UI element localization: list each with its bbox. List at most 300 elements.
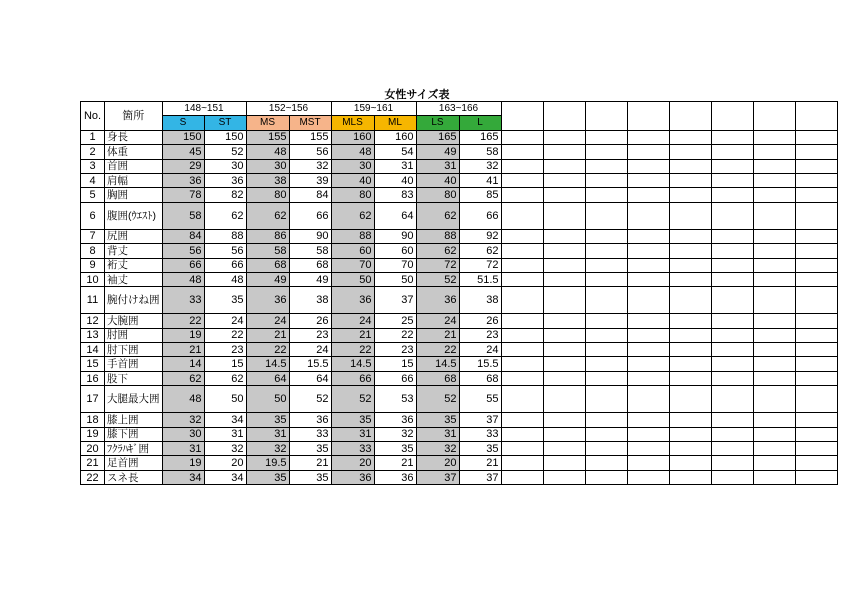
empty-cell: [543, 371, 585, 385]
measurement-name: 手首囲: [105, 357, 163, 371]
empty-cell: [585, 145, 627, 159]
empty-cell: [711, 102, 753, 131]
measurement-value: 32: [204, 442, 246, 456]
empty-cell: [669, 202, 711, 229]
row-number: 7: [81, 229, 105, 243]
measurement-value: 21: [289, 456, 331, 470]
empty-cell: [543, 173, 585, 187]
measurement-value: 80: [246, 188, 289, 202]
measurement-value: 36: [331, 470, 374, 484]
measurement-value: 66: [289, 202, 331, 229]
measurement-value: 83: [374, 188, 416, 202]
measurement-value: 66: [374, 371, 416, 385]
table-row: [81, 470, 838, 484]
empty-cell: [669, 130, 711, 144]
measurement-value: 80: [416, 188, 459, 202]
empty-cell: [711, 130, 753, 144]
measurement-value: 48: [204, 272, 246, 286]
measurement-name: 肘下囲: [105, 343, 163, 357]
empty-cell: [753, 102, 795, 131]
measurement-value: 165: [459, 130, 501, 144]
measurement-value: 70: [331, 258, 374, 272]
size-label: ML: [374, 116, 416, 130]
row-number: 10: [81, 272, 105, 286]
measurement-value: 88: [331, 229, 374, 243]
table-row: [81, 442, 838, 456]
empty-cell: [795, 456, 837, 470]
size-label: LS: [416, 116, 459, 130]
measurement-value: 155: [289, 130, 331, 144]
measurement-value: 86: [246, 229, 289, 243]
empty-cell: [627, 173, 669, 187]
measurement-value: 21: [246, 328, 289, 342]
measurement-value: 24: [331, 314, 374, 328]
measurement-value: 15: [204, 357, 246, 371]
measurement-name: 大腕囲: [105, 314, 163, 328]
table-row: [81, 258, 838, 272]
measurement-value: 72: [416, 258, 459, 272]
measurement-value: 62: [162, 371, 204, 385]
measurement-value: 52: [289, 386, 331, 413]
empty-cell: [753, 328, 795, 342]
empty-cell: [543, 102, 585, 131]
empty-cell: [543, 159, 585, 173]
empty-cell: [627, 244, 669, 258]
empty-cell: [585, 188, 627, 202]
empty-cell: [711, 202, 753, 229]
measurement-value: 22: [331, 343, 374, 357]
empty-cell: [795, 314, 837, 328]
empty-cell: [795, 470, 837, 484]
measurement-value: 53: [374, 386, 416, 413]
empty-cell: [669, 371, 711, 385]
measurement-value: 22: [416, 343, 459, 357]
empty-cell: [711, 413, 753, 427]
measurement-value: 24: [459, 343, 501, 357]
measurement-value: 14: [162, 357, 204, 371]
size-label: MLS: [331, 116, 374, 130]
header-item: 箇所: [105, 102, 163, 131]
empty-cell: [753, 258, 795, 272]
empty-cell: [795, 258, 837, 272]
measurement-value: 32: [459, 159, 501, 173]
table-row: [81, 357, 838, 371]
empty-cell: [795, 159, 837, 173]
empty-cell: [795, 102, 837, 131]
empty-cell: [669, 427, 711, 441]
empty-cell: [669, 442, 711, 456]
empty-cell: [753, 173, 795, 187]
empty-cell: [669, 287, 711, 314]
measurement-value: 66: [459, 202, 501, 229]
table-row: [81, 159, 838, 173]
measurement-name: 背丈: [105, 244, 163, 258]
empty-cell: [501, 427, 543, 441]
empty-cell: [501, 470, 543, 484]
measurement-value: 36: [374, 470, 416, 484]
measurement-value: 23: [204, 343, 246, 357]
measurement-value: 84: [289, 188, 331, 202]
table-row: [81, 314, 838, 328]
empty-cell: [711, 386, 753, 413]
empty-cell: [585, 470, 627, 484]
empty-cell: [711, 229, 753, 243]
empty-cell: [501, 272, 543, 286]
table-row: [81, 202, 838, 229]
empty-cell: [669, 328, 711, 342]
empty-cell: [669, 343, 711, 357]
empty-cell: [627, 258, 669, 272]
empty-cell: [501, 456, 543, 470]
empty-cell: [711, 470, 753, 484]
empty-cell: [669, 456, 711, 470]
measurement-value: 50: [331, 272, 374, 286]
empty-cell: [627, 470, 669, 484]
empty-cell: [543, 442, 585, 456]
empty-cell: [543, 357, 585, 371]
measurement-value: 34: [162, 470, 204, 484]
measurement-value: 66: [162, 258, 204, 272]
empty-cell: [543, 130, 585, 144]
empty-cell: [543, 202, 585, 229]
empty-cell: [627, 272, 669, 286]
measurement-value: 41: [459, 173, 501, 187]
empty-cell: [753, 145, 795, 159]
measurement-value: 26: [459, 314, 501, 328]
table-row: [81, 343, 838, 357]
measurement-value: 20: [331, 456, 374, 470]
measurement-value: 24: [289, 343, 331, 357]
measurement-value: 14.5: [246, 357, 289, 371]
measurement-value: 50: [204, 386, 246, 413]
empty-cell: [669, 413, 711, 427]
empty-cell: [585, 357, 627, 371]
empty-cell: [501, 371, 543, 385]
empty-cell: [627, 159, 669, 173]
table-title: 女性サイズ表: [384, 89, 450, 101]
table-row: [81, 371, 838, 385]
empty-cell: [795, 413, 837, 427]
header-row-groups: [81, 102, 838, 116]
measurement-value: 38: [459, 287, 501, 314]
empty-cell: [501, 328, 543, 342]
table-row: [81, 456, 838, 470]
measurement-value: 37: [374, 287, 416, 314]
measurement-value: 88: [204, 229, 246, 243]
empty-cell: [795, 287, 837, 314]
header-no: No.: [81, 102, 105, 131]
measurement-value: 36: [289, 413, 331, 427]
size-label: S: [162, 116, 204, 130]
empty-cell: [585, 130, 627, 144]
measurement-value: 25: [374, 314, 416, 328]
measurement-value: 92: [459, 229, 501, 243]
measurement-value: 34: [204, 470, 246, 484]
empty-cell: [753, 371, 795, 385]
table-row: [81, 188, 838, 202]
measurement-value: 31: [204, 427, 246, 441]
measurement-name: 胸囲: [105, 188, 163, 202]
empty-cell: [753, 456, 795, 470]
measurement-value: 34: [204, 413, 246, 427]
measurement-value: 36: [204, 173, 246, 187]
empty-cell: [795, 371, 837, 385]
measurement-name: 袖丈: [105, 272, 163, 286]
measurement-name: 腕付けね囲: [105, 287, 163, 314]
empty-cell: [753, 386, 795, 413]
empty-cell: [543, 456, 585, 470]
measurement-value: 64: [289, 371, 331, 385]
empty-cell: [753, 202, 795, 229]
measurement-name: 肩幅: [105, 173, 163, 187]
measurement-value: 48: [162, 386, 204, 413]
measurement-value: 37: [416, 470, 459, 484]
measurement-value: 30: [204, 159, 246, 173]
empty-cell: [711, 188, 753, 202]
measurement-value: 35: [374, 442, 416, 456]
empty-cell: [795, 357, 837, 371]
empty-cell: [627, 188, 669, 202]
row-number: 22: [81, 470, 105, 484]
row-number: 9: [81, 258, 105, 272]
measurement-value: 58: [289, 244, 331, 258]
empty-cell: [711, 159, 753, 173]
empty-cell: [543, 145, 585, 159]
size-label: ST: [204, 116, 246, 130]
empty-cell: [585, 343, 627, 357]
row-number: 17: [81, 386, 105, 413]
measurement-value: 37: [459, 413, 501, 427]
measurement-name: 尻囲: [105, 229, 163, 243]
empty-cell: [669, 314, 711, 328]
measurement-value: 21: [162, 343, 204, 357]
empty-cell: [627, 413, 669, 427]
measurement-name: スネ長: [105, 470, 163, 484]
empty-cell: [711, 287, 753, 314]
empty-cell: [669, 229, 711, 243]
measurement-value: 62: [416, 202, 459, 229]
empty-cell: [669, 173, 711, 187]
empty-cell: [753, 244, 795, 258]
empty-cell: [501, 173, 543, 187]
measurement-value: 55: [459, 386, 501, 413]
empty-cell: [711, 456, 753, 470]
measurement-value: 33: [162, 287, 204, 314]
empty-cell: [543, 314, 585, 328]
row-number: 5: [81, 188, 105, 202]
row-number: 18: [81, 413, 105, 427]
measurement-value: 150: [204, 130, 246, 144]
measurement-value: 62: [204, 202, 246, 229]
empty-cell: [543, 244, 585, 258]
empty-cell: [585, 413, 627, 427]
empty-cell: [711, 371, 753, 385]
empty-cell: [585, 314, 627, 328]
size-label: MST: [289, 116, 331, 130]
measurement-value: 68: [459, 371, 501, 385]
measurement-value: 160: [374, 130, 416, 144]
measurement-value: 21: [331, 328, 374, 342]
empty-cell: [543, 413, 585, 427]
empty-cell: [585, 442, 627, 456]
table-row: [81, 229, 838, 243]
measurement-value: 32: [289, 159, 331, 173]
table-row: [81, 272, 838, 286]
row-number: 12: [81, 314, 105, 328]
measurement-value: 21: [459, 456, 501, 470]
measurement-value: 165: [416, 130, 459, 144]
empty-cell: [711, 145, 753, 159]
measurement-value: 30: [162, 427, 204, 441]
measurement-value: 50: [246, 386, 289, 413]
measurement-value: 60: [374, 244, 416, 258]
empty-cell: [669, 258, 711, 272]
measurement-value: 58: [246, 244, 289, 258]
empty-cell: [627, 386, 669, 413]
empty-cell: [627, 442, 669, 456]
measurement-value: 35: [246, 470, 289, 484]
measurement-value: 21: [416, 328, 459, 342]
empty-cell: [711, 258, 753, 272]
measurement-value: 24: [246, 314, 289, 328]
table-row: [81, 427, 838, 441]
measurement-value: 62: [416, 244, 459, 258]
measurement-value: 24: [416, 314, 459, 328]
measurement-value: 31: [416, 159, 459, 173]
measurement-name: 足首囲: [105, 456, 163, 470]
empty-cell: [753, 442, 795, 456]
measurement-value: 84: [162, 229, 204, 243]
empty-cell: [795, 202, 837, 229]
empty-cell: [711, 272, 753, 286]
measurement-value: 39: [289, 173, 331, 187]
measurement-value: 78: [162, 188, 204, 202]
row-number: 11: [81, 287, 105, 314]
measurement-value: 35: [331, 413, 374, 427]
measurement-value: 68: [246, 258, 289, 272]
empty-cell: [753, 427, 795, 441]
empty-cell: [669, 102, 711, 131]
table-row: [81, 386, 838, 413]
measurement-value: 32: [374, 427, 416, 441]
measurement-value: 33: [459, 427, 501, 441]
empty-cell: [501, 130, 543, 144]
measurement-value: 45: [162, 145, 204, 159]
empty-cell: [501, 159, 543, 173]
empty-cell: [627, 343, 669, 357]
empty-cell: [753, 159, 795, 173]
table-row: [81, 173, 838, 187]
measurement-value: 52: [416, 386, 459, 413]
empty-cell: [585, 258, 627, 272]
measurement-name: 裄丈: [105, 258, 163, 272]
empty-cell: [795, 328, 837, 342]
empty-cell: [585, 427, 627, 441]
measurement-value: 23: [459, 328, 501, 342]
measurement-name: 股下: [105, 371, 163, 385]
row-number: 4: [81, 173, 105, 187]
measurement-value: 50: [374, 272, 416, 286]
empty-cell: [795, 427, 837, 441]
measurement-value: 31: [246, 427, 289, 441]
measurement-value: 30: [331, 159, 374, 173]
empty-cell: [585, 173, 627, 187]
empty-cell: [711, 357, 753, 371]
table-row: [81, 244, 838, 258]
empty-cell: [627, 229, 669, 243]
empty-cell: [585, 202, 627, 229]
empty-cell: [501, 202, 543, 229]
measurement-value: 32: [416, 442, 459, 456]
measurement-value: 49: [416, 145, 459, 159]
empty-cell: [711, 427, 753, 441]
empty-cell: [543, 287, 585, 314]
measurement-value: 22: [204, 328, 246, 342]
measurement-value: 68: [289, 258, 331, 272]
measurement-name: ﾌｸﾗﾊｷﾞ囲: [105, 442, 163, 456]
measurement-value: 30: [246, 159, 289, 173]
row-number: 6: [81, 202, 105, 229]
empty-cell: [543, 470, 585, 484]
empty-cell: [501, 413, 543, 427]
empty-cell: [711, 173, 753, 187]
measurement-name: 大腿最大囲: [105, 386, 163, 413]
empty-cell: [585, 229, 627, 243]
row-number: 1: [81, 130, 105, 144]
measurement-name: 首囲: [105, 159, 163, 173]
empty-cell: [543, 328, 585, 342]
measurement-value: 60: [331, 244, 374, 258]
measurement-value: 29: [162, 159, 204, 173]
empty-cell: [501, 188, 543, 202]
empty-cell: [543, 258, 585, 272]
measurement-value: 62: [204, 371, 246, 385]
empty-cell: [795, 229, 837, 243]
empty-cell: [627, 328, 669, 342]
size-table: [80, 101, 838, 485]
measurement-value: 52: [331, 386, 374, 413]
height-range-header: 163~166: [416, 102, 501, 116]
empty-cell: [753, 343, 795, 357]
measurement-value: 49: [246, 272, 289, 286]
empty-cell: [669, 272, 711, 286]
measurement-value: 62: [331, 202, 374, 229]
measurement-value: 66: [204, 258, 246, 272]
empty-cell: [501, 244, 543, 258]
empty-cell: [795, 272, 837, 286]
measurement-value: 80: [331, 188, 374, 202]
measurement-value: 23: [374, 343, 416, 357]
empty-cell: [669, 145, 711, 159]
measurement-value: 56: [162, 244, 204, 258]
measurement-value: 64: [246, 371, 289, 385]
empty-cell: [501, 229, 543, 243]
empty-cell: [585, 287, 627, 314]
measurement-value: 31: [162, 442, 204, 456]
table-row: [81, 413, 838, 427]
measurement-value: 33: [331, 442, 374, 456]
empty-cell: [753, 272, 795, 286]
empty-cell: [501, 102, 543, 131]
empty-cell: [711, 328, 753, 342]
empty-cell: [585, 386, 627, 413]
empty-cell: [669, 470, 711, 484]
empty-cell: [585, 371, 627, 385]
empty-cell: [543, 272, 585, 286]
measurement-value: 56: [204, 244, 246, 258]
measurement-value: 88: [416, 229, 459, 243]
measurement-value: 33: [289, 427, 331, 441]
